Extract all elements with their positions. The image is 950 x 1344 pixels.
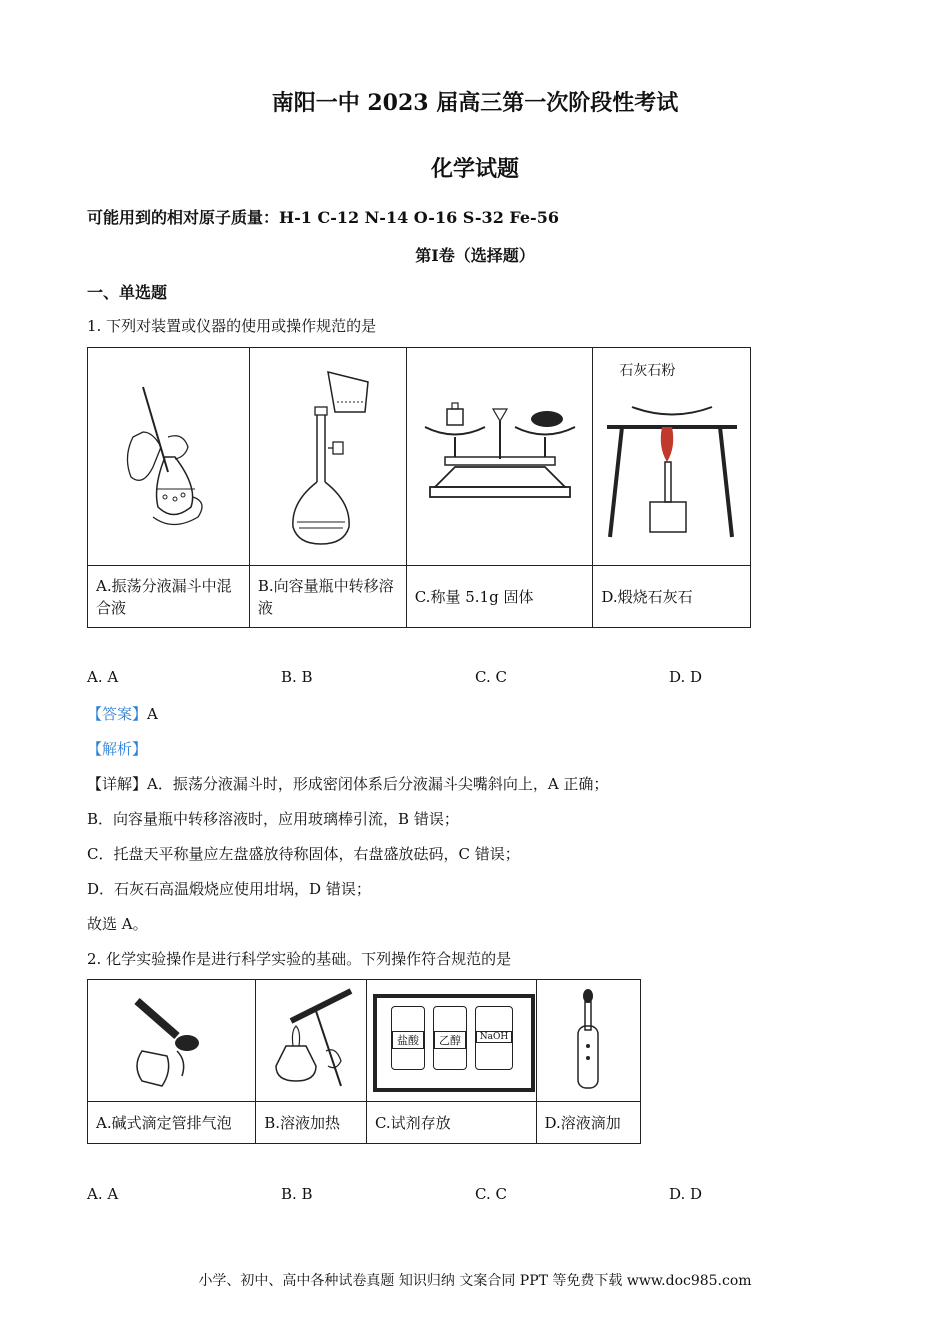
- q2-figure-a: [88, 980, 256, 1102]
- q1-option-b[interactable]: B. B: [281, 668, 313, 686]
- q1-caption-c: C.称量 5.1g 固体: [406, 566, 593, 628]
- q2-caption-b: B.溶液加热: [256, 1102, 367, 1144]
- q2-caption-c: C.试剂存放: [366, 1102, 536, 1144]
- q1-option-a[interactable]: A. A: [87, 668, 119, 686]
- q1-figure-b: [249, 348, 406, 566]
- answer-tag: 【答案】: [87, 705, 148, 723]
- q1-answer: [87, 703, 158, 724]
- q1-stem: 1. 下列对装置或仪器的使用或操作规范的是: [87, 317, 377, 335]
- q2-figure-b: [256, 980, 367, 1102]
- analysis-tag: 【解析】: [87, 740, 148, 758]
- q1-table: [87, 347, 751, 628]
- q2-option-a[interactable]: A. A: [87, 1185, 119, 1203]
- q1-figure-c: [406, 348, 593, 566]
- explain-line-3: C．托盘天平称量应左盘盛放待称固体，右盘盛放砝码，C 错误；: [87, 845, 520, 863]
- q2-table: [87, 979, 641, 1144]
- q2-option-d[interactable]: D. D: [669, 1185, 703, 1203]
- volumetric-flask-icon: [273, 362, 383, 552]
- q2-stem: 2. 化学实验操作是进行科学实验的基础。下列操作符合规范的是: [87, 950, 512, 968]
- q2-figure-d: [536, 980, 640, 1102]
- q1-option-c[interactable]: C. C: [475, 668, 507, 686]
- dropper-test-tube-icon: [563, 986, 613, 1096]
- tripod-burner-icon: [602, 387, 742, 557]
- atomic-masses: 可能用到的相对原子质量：H-1 C-12 N-14 O-16 S-32 Fe-56: [87, 208, 559, 227]
- limestone-powder-label: 石灰石粉: [619, 363, 676, 379]
- explain-line-4: D．石灰石高温煅烧应使用坩埚，D 错误；: [87, 880, 371, 898]
- q1-figure-a: [88, 348, 250, 566]
- bottle-hcl: 盐酸: [391, 1006, 425, 1070]
- explain-line-5: 故选 A。: [87, 915, 148, 933]
- answer-value: A: [147, 705, 158, 723]
- burette-bubble-removal-icon: [127, 991, 217, 1091]
- subject-title: 化学试题: [430, 156, 519, 182]
- q2-option-b[interactable]: B. B: [281, 1185, 313, 1203]
- q1-caption-a: A.振荡分液漏斗中混合液: [88, 566, 250, 628]
- q1-caption-b: B.向容量瓶中转移溶液: [249, 566, 406, 628]
- q1-figure-d: [593, 348, 751, 566]
- separatory-funnel-shaking-icon: [113, 377, 223, 537]
- explain-line-1: 【详解】A．振荡分液漏斗时，形成密闭体系后分液漏斗尖嘴斜向上，A 正确；: [87, 775, 609, 793]
- bottle-ethanol: 乙醇: [433, 1006, 467, 1070]
- q1-caption-d: D.煅烧石灰石: [593, 566, 751, 628]
- q2-options: [0, 1185, 950, 1205]
- q1-option-d[interactable]: D. D: [669, 668, 703, 686]
- explain-line-2: B．向容量瓶中转移溶液时，应用玻璃棒引流，B 错误；: [87, 810, 459, 828]
- volume-title: 第I卷（选择题）: [415, 246, 535, 265]
- q2-caption-d: D.溶液滴加: [536, 1102, 640, 1144]
- exam-title: 南阳一中 2023 届高三第一次阶段性考试: [271, 90, 679, 116]
- heating-test-tube-icon: [266, 986, 356, 1096]
- q1-options: [0, 668, 950, 688]
- footer-text[interactable]: 小学、初中、高中各种试卷真题 知识归纳 文案合同 PPT 等免费下载 www.doc985.com: [198, 1273, 752, 1289]
- q2-option-c[interactable]: C. C: [475, 1185, 507, 1203]
- bottle-naoh: NaOH: [475, 1006, 513, 1070]
- balance-scale-icon: [415, 397, 585, 517]
- q2-figure-c: [366, 980, 536, 1102]
- q2-caption-a: A.碱式滴定管排气泡: [88, 1102, 256, 1144]
- section-title: 一、单选题: [87, 283, 168, 302]
